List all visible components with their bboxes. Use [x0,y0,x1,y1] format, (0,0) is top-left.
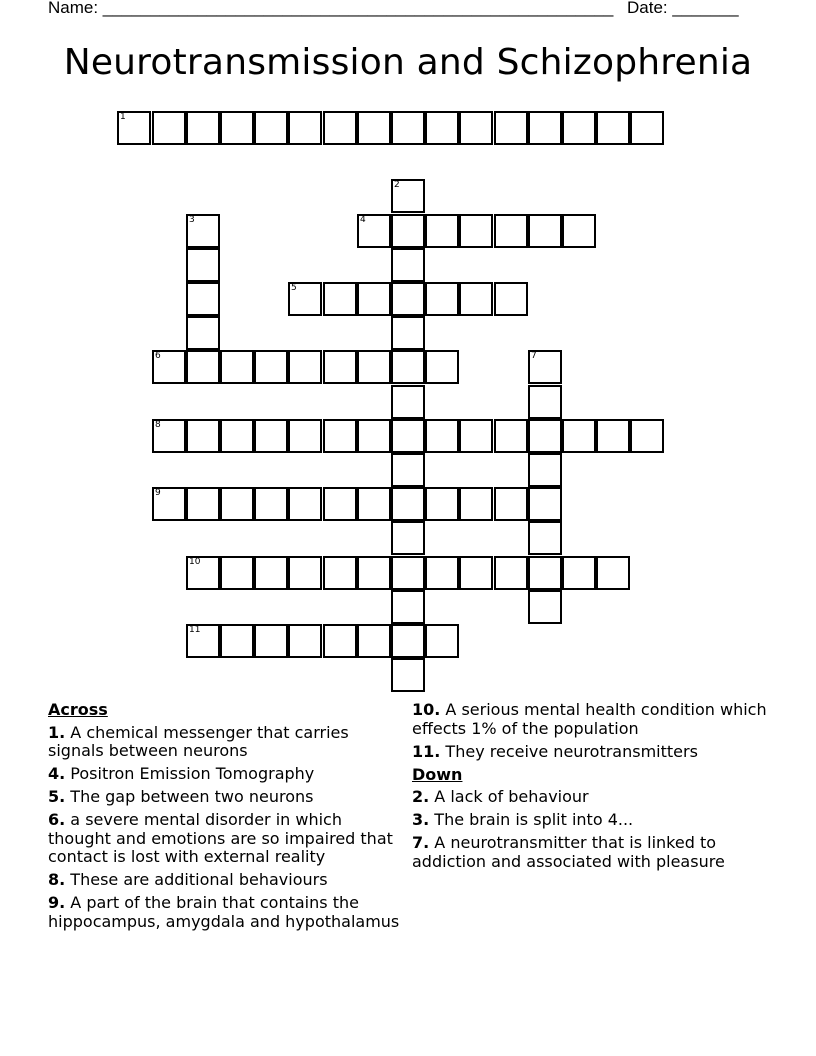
grid-cell[interactable] [391,248,425,282]
grid-cell[interactable] [459,487,493,521]
grid-cell[interactable] [528,556,562,590]
clue-item-number: 7. [412,833,430,852]
grid-cell[interactable] [357,556,391,590]
grid-cell[interactable] [323,111,357,145]
grid-cell[interactable] [357,214,391,248]
grid-cell[interactable] [288,487,322,521]
grid-cell[interactable] [152,487,186,521]
grid-cell[interactable] [494,214,528,248]
grid-cell[interactable] [357,624,391,658]
grid-cell[interactable] [323,487,357,521]
clue-item [48,894,403,931]
grid-cell[interactable] [391,556,425,590]
grid-cell[interactable] [425,624,459,658]
grid-cell[interactable] [186,111,220,145]
clue-number: 11 [189,625,201,635]
grid-cell[interactable] [596,556,630,590]
grid-cell[interactable] [391,419,425,453]
clue-item [48,871,403,890]
grid-cell[interactable] [562,419,596,453]
grid-cell[interactable] [596,111,630,145]
grid-cell[interactable] [391,487,425,521]
clue-column-right [412,701,772,876]
name-field-label: Name: ______________________________________________________ [48,0,614,17]
grid-cell[interactable] [357,282,391,316]
grid-cell[interactable] [562,556,596,590]
grid-cell[interactable] [391,521,425,555]
clue-item-text: A part of the brain that contains the hippocampus, amygdala and hypothalamus [48,893,400,931]
grid-cell[interactable] [323,350,357,384]
grid-cell[interactable] [254,419,288,453]
clue-item [48,765,403,784]
grid-cell[interactable] [357,111,391,145]
grid-cell[interactable] [391,111,425,145]
clue-item [48,788,403,807]
grid-cell[interactable] [425,282,459,316]
grid-cell[interactable] [357,350,391,384]
grid-cell[interactable] [220,419,254,453]
clue-number: 2 [394,180,400,190]
clue-item-number: 5. [48,787,66,806]
grid-cell[interactable] [425,350,459,384]
grid-cell[interactable] [220,487,254,521]
page-title: Neurotransmission and Schizophrenia [63,42,753,83]
clue-item-number: 2. [412,787,430,806]
grid-cell[interactable] [186,214,220,248]
clue-item [412,701,772,738]
grid-cell[interactable] [220,111,254,145]
grid-cell[interactable] [630,111,664,145]
grid-cell[interactable] [186,556,220,590]
grid-cell[interactable] [425,419,459,453]
grid-cell[interactable] [288,111,322,145]
grid-cell[interactable] [562,111,596,145]
grid-cell[interactable] [357,419,391,453]
grid-cell[interactable] [425,556,459,590]
grid-cell[interactable] [186,624,220,658]
grid-cell[interactable] [459,282,493,316]
grid-cell[interactable] [220,350,254,384]
clue-number: 8 [155,420,161,430]
grid-cell[interactable] [288,624,322,658]
clue-item-number: 8. [48,870,66,889]
clue-item [412,743,772,762]
clue-number: 6 [155,351,161,361]
clue-number: 3 [189,215,195,225]
clue-section-heading: Down [412,764,463,784]
grid-cell[interactable] [528,111,562,145]
clue-item-number: 11. [412,741,441,761]
grid-cell[interactable] [528,350,562,384]
grid-cell[interactable] [254,350,288,384]
clue-item-text: A chemical messenger that carries signals between neurons [48,722,349,760]
clue-number: 10 [189,557,201,567]
clue-item-text: Positron Emission Tomography [65,764,315,783]
clue-number: 4 [360,215,366,225]
grid-cell[interactable] [186,350,220,384]
clue-item-number: 4. [48,764,66,783]
grid-cell[interactable] [391,385,425,419]
grid-cell[interactable] [117,111,151,145]
grid-cell[interactable] [494,282,528,316]
clue-column-left [48,701,403,936]
grid-cell[interactable] [425,111,459,145]
grid-cell[interactable] [391,282,425,316]
grid-cell[interactable] [357,487,391,521]
grid-cell[interactable] [288,282,322,316]
grid-cell[interactable] [323,419,357,453]
clue-section-heading: Across [48,700,108,719]
grid-cell[interactable] [425,487,459,521]
grid-cell[interactable] [528,453,562,487]
date-field-label: Date: _______ [627,0,739,17]
clue-item [412,788,772,807]
clue-number: 7 [531,351,537,361]
grid-cell[interactable] [323,624,357,658]
grid-cell[interactable] [152,419,186,453]
grid-cell[interactable] [186,282,220,316]
grid-cell[interactable] [494,111,528,145]
grid-cell[interactable] [288,419,322,453]
grid-cell[interactable] [254,556,288,590]
clue-item-text: A lack of behaviour [429,787,589,806]
clue-item [48,724,403,761]
grid-cell[interactable] [528,487,562,521]
clue-item-number: 1. [48,722,66,742]
grid-cell[interactable] [494,556,528,590]
clue-item-number: 10. [412,700,441,719]
clue-item [412,811,772,830]
grid-cell[interactable] [220,556,254,590]
grid-cell[interactable] [254,624,288,658]
clue-item-text: The gap between two neurons [65,787,314,806]
grid-cell[interactable] [152,111,186,145]
grid-cell[interactable] [596,419,630,453]
grid-cell[interactable] [220,624,254,658]
grid-cell[interactable] [425,214,459,248]
grid-cell[interactable] [459,419,493,453]
clue-item-number: 3. [412,810,430,829]
clue-item-text: They receive neurotransmitters [440,741,698,761]
grid-cell[interactable] [186,316,220,350]
grid-cell[interactable] [494,487,528,521]
clue-item-text: These are additional behaviours [65,870,328,889]
grid-cell[interactable] [391,350,425,384]
grid-cell[interactable] [288,556,322,590]
clue-item-text: A serious mental health condition which effects 1% of the population [412,700,767,738]
grid-cell[interactable] [459,111,493,145]
grid-cell[interactable] [391,590,425,624]
grid-cell[interactable] [528,385,562,419]
clue-item [412,834,772,871]
grid-cell[interactable] [152,350,186,384]
clue-item-text: a severe mental disorder in which thought and emotions are so impaired that contact is lost with external reality [48,810,393,866]
clue-number: 9 [155,488,161,498]
grid-cell[interactable] [186,248,220,282]
clue-number: 5 [291,283,297,293]
grid-cell[interactable] [391,624,425,658]
grid-cell[interactable] [288,350,322,384]
grid-cell[interactable] [528,521,562,555]
grid-cell[interactable] [254,111,288,145]
grid-cell[interactable] [391,453,425,487]
clue-item-text: A neurotransmitter that is linked to addiction and associated with pleasure [412,833,725,871]
grid-cell[interactable] [528,590,562,624]
grid-cell[interactable] [323,556,357,590]
grid-cell[interactable] [459,214,493,248]
grid-cell[interactable] [254,487,288,521]
grid-cell[interactable] [528,419,562,453]
grid-cell[interactable] [391,658,425,692]
grid-cell[interactable] [528,214,562,248]
grid-cell[interactable] [391,214,425,248]
grid-cell[interactable] [494,419,528,453]
clue-item-number: 6. [48,810,66,829]
grid-cell[interactable] [391,179,425,213]
grid-cell[interactable] [630,419,664,453]
clue-number: 1 [120,112,126,122]
clue-item-number: 9. [48,893,66,912]
grid-cell[interactable] [391,316,425,350]
grid-cell[interactable] [562,214,596,248]
clue-item-text: The brain is split into 4... [429,810,634,829]
grid-cell[interactable] [459,556,493,590]
grid-cell[interactable] [186,487,220,521]
grid-cell[interactable] [186,419,220,453]
clue-item [48,811,403,867]
grid-cell[interactable] [323,282,357,316]
